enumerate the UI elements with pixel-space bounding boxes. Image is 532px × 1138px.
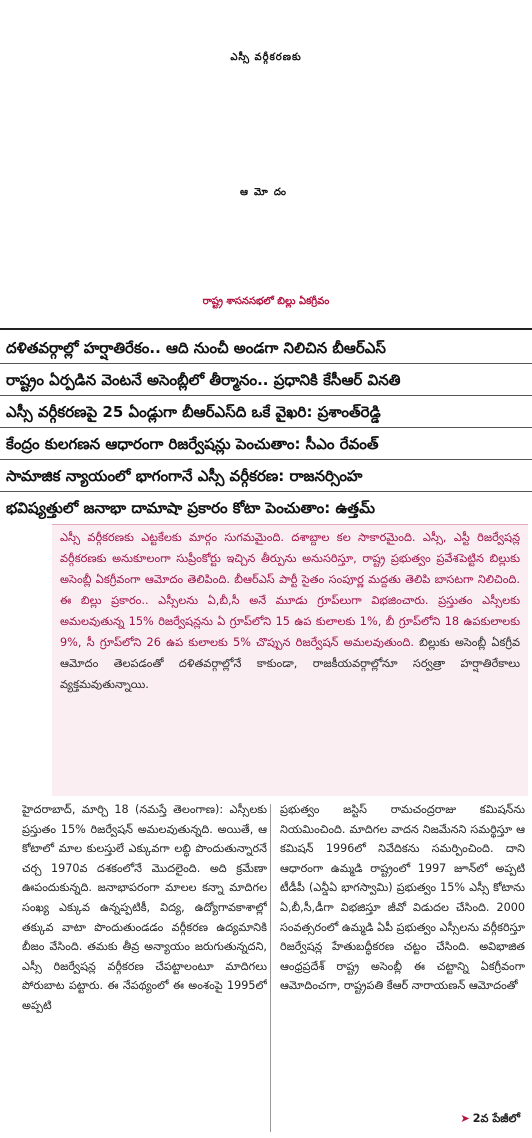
intro-box — [52, 524, 528, 796]
subheadline: రాష్ట్ర శాసనసభలో బిల్లు ఏకగ్రీవం — [202, 296, 330, 307]
highlight-line: భవిష్యత్తులో జనాభా దామాషా ప్రకారం కోటా పెంచుతాం: ఉత్తమ్ — [6, 499, 375, 517]
body-column-right — [280, 800, 525, 1134]
body-text-right: ప్రభుత్వం జస్టిస్ రామచంద్రరాజు కమిషన్‌ను నియమించింది. మాదిగల వాదన నిజమేనని సమర్థిస్తూ ఆ కమిషన్ 1996లో నివేదికను సమర్పించింది. దాని ఆధారంగా ఉమ్మడి రాష్ట్రంలో 1997 జూన్‌లో అప్పటి టీడీపీ (ఎన్డీఏ భాగస్వామి) ప్రభుత్వం 15% ఎస్సీ కోటాను ఏ,బీ,సీ,డీగా విభజిస్తూ జీవో విడుదల చేసింది. 2000 సంవత్సరంలో ఉమ్మడి ఏపీ ప్రభుత్వం ఎస్సీలను వర్గీకరిస్తూ రిజర్వేషన్ల హేతుబద్ధీకరణ చట్టం చేసింది. అవిభాజిత ఆంధ్రప్రదేశ్ రాష్ట్ర అసెంబ్లీ ఈ చట్టాన్ని ఏకగ్రీవంగా ఆమోదించగా, రాష్ట్రపతి కేఆర్ నారాయణన్ ఆమోదంతో — [280, 803, 525, 993]
highlight-line: సామాజిక న్యాయంలో భాగంగానే ఎస్సీ వర్గీకరణ: రాజనర్సింహ — [6, 467, 363, 485]
body-column-left — [22, 800, 267, 1134]
headline-line-2: ఆమోదం — [240, 187, 292, 198]
intro-tail-text: బిల్లుకు అసెంబ్లీ ఏకగ్రీవ ఆమోదం తెలపడంతో దళితవర్గాల్లోనే కాకుండా, రాజకీయవర్గాల్లోనూ సర్వత్రా హర్షాతిరేకాలు వ్యక్తమవుతున్నాయి. — [60, 636, 520, 691]
divider — [0, 328, 532, 330]
arrow-icon: ➤ — [460, 1112, 470, 1125]
body-text-left: హైదరాబాద్, మార్చి 18 (నమస్తే తెలంగాణ): ఎస్సీలకు ప్రస్తుతం 15% రిజర్వేషన్ అమలవుతున్నది. అయితే, ఆ కోటాలో మాల కులస్తులే ఎక్కువగా లబ్ధి పొందుతున్నారనే చర్చ 1970వ దశకంలోనే మొదలైంది. అది క్రమేణా ఊపందుకున్నది. జనాభాపరంగా మాలల కన్నా మాదిగల సంఖ్య ఎక్కువ ఉన్నప్పటికీ, విద్య, ఉద్యోగావకాశాల్లో తక్కువ వాటా పొందుతుండడం వర్గీకరణ ఉద్యమానికి బీజం వేసింది. తమకు తీవ్ర అన్యాయం జరుగుతున్నదని, ఎస్సీ రిజర్వేషన్ల వర్గీకరణ చేపట్టాలంటూ మాదిగలు పోరుబాట పట్టారు. ఈ నేపథ్యంలో ఈ అంశంపై 1995లో అప్పటి — [22, 803, 267, 1012]
intro-text: ఎస్సీ వర్గీకరణకు ఎట్టకేలకు మార్గం సుగమమైంది. దశాబ్దాల కల సాకారమైంది. ఎస్సీ, ఎస్టీ రిజర్వేషన్ల వర్గీకరణకు అనుకూలంగా సుప్రీంకోర్టు ఇచ్చిన తీర్పును అనుసరిస్తూ, రాష్ట్ర ప్రభుత్వం ప్రవేశపెట్టిన బిల్లుకు అసెంబ్లీ ఏకగ్రీవంగా ఆమోదం తెలిపింది. బీఆర్ఎస్ పార్టీ సైతం సంపూర్ణ మద్దతు తెలిపి బాసటగా నిలిచింది. ఈ బిల్లు ప్రకారం.. ఎస్సీలను ఏ,బీ,సీ అనే మూడు గ్రూప్‌లుగా విభజించారు. ప్రస్తుతం ఎస్సీలకు అమలవుతున్న 15% రిజర్వేషన్లను ఏ గ్రూప్‌లోని 15 ఉప కులాలకు 1%, బీ గ్రూప్‌లోని 18 ఉపకులాలకు 9%, సీ గ్రూప్‌లోని 26 ఉప కులాలకు 5% చొప్పున రిజర్వేషన్ అమలవుతుంది. — [60, 531, 520, 649]
continued-on-page — [456, 1110, 524, 1128]
headline-line-1: ఎస్సీ వర్గీకరణకు — [230, 52, 302, 63]
continued-label: 2వ పేజీలో — [472, 1112, 520, 1125]
highlight-line: దళితవర్గాల్లో హర్షాతిరేకం.. ఆది నుంచీ అండగా నిలిచిన బీఆర్ఎస్ — [6, 339, 386, 357]
intro-paragraph — [60, 527, 520, 695]
highlight-line: కేంద్రం కులగణన ఆధారంగా రిజర్వేషన్లు పెంచుతాం: సీఎం రేవంత్ — [6, 435, 379, 453]
highlight-line: రాష్ట్రం ఏర్పడిన వెంటనే అసెంబ్లీలో తీర్మానం.. ప్రధానికి కేసీఆర్ వినతి — [6, 371, 401, 389]
column-divider — [270, 804, 271, 1132]
highlight-line: ఎస్సీ వర్గీకరణపై 25 ఏండ్లుగా బీఆర్ఎస్‌ది ఒకే వైఖరి: ప్రశాంత్‌రెడ్డి — [6, 403, 381, 421]
